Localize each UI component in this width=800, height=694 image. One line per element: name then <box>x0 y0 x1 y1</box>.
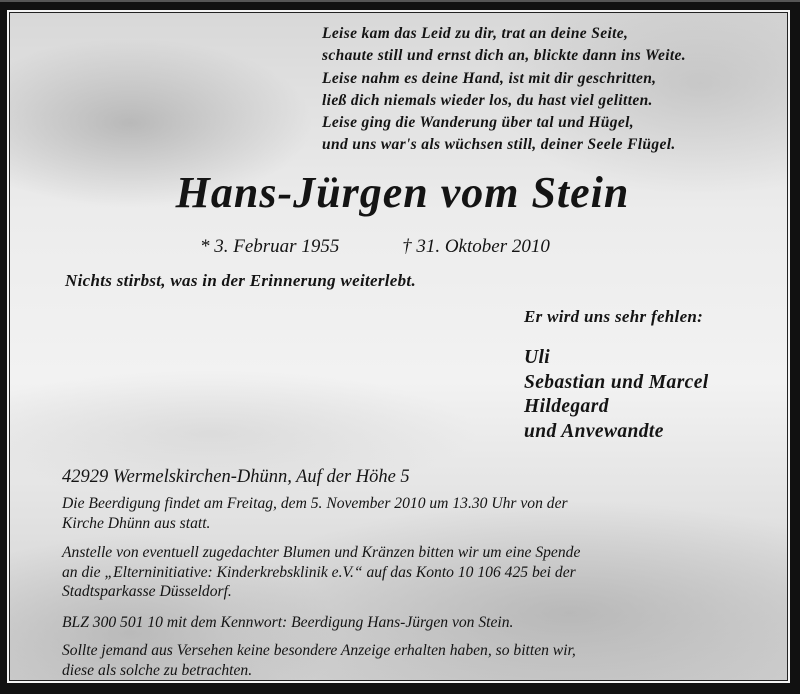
paragraph-line: Die Beerdigung findet am Freitag, dem 5. November 2010 um 13.30 Uhr von der <box>62 495 568 512</box>
paragraph-line: Anstelle von eventuell zugedachter Blumen und Kränzen bitten wir um eine Spende <box>62 544 581 561</box>
poem-line: ließ dich niemals wieder los, du hast viel gelitten. <box>322 91 653 109</box>
donation-paragraph <box>62 543 750 602</box>
mourner: und Anvewandte <box>524 420 664 442</box>
notice-request-paragraph <box>62 641 750 680</box>
bank-code-paragraph <box>62 613 750 633</box>
deceased-name: Hans-Jürgen vom Stein <box>175 168 630 217</box>
paragraph-line: Stadtsparkasse Düsseldorf. <box>62 583 232 600</box>
poem-line: schaute still und ernst dich an, blickte dann ins Weite. <box>322 47 686 65</box>
death-date: † 31. Oktober 2010 <box>402 236 550 257</box>
poem <box>322 23 686 157</box>
mourners-list <box>524 346 709 444</box>
funeral-paragraph <box>62 494 750 533</box>
mourner: Hildegard <box>524 396 609 417</box>
poem-line: und uns war's als wüchsen still, deiner Seele Flügel. <box>322 136 676 154</box>
paragraph-line: diese als solche zu betrachten. <box>62 661 253 679</box>
paragraph-line: an die „Elterninitiative: Kinderkrebsklinik e.V.“ auf das Konto 10 106 425 bei der <box>62 563 576 581</box>
paragraph-line: Sollte jemand aus Versehen keine besondere Anzeige erhalten haben, so bitten wir, <box>62 642 576 659</box>
paragraph-line: BLZ 300 501 10 mit dem Kennwort: Beerdigung Hans-Jürgen von Stein. <box>62 614 514 631</box>
paragraph-line: Kirche Dhünn aus statt. <box>62 514 211 532</box>
poem-line: Leise nahm es deine Hand, ist mit dir geschritten, <box>322 69 657 87</box>
address: 42929 Wermelskirchen-Dhünn, Auf der Höhe 5 <box>62 467 410 487</box>
poem-line: Leise ging die Wanderung über tal und Hügel, <box>322 114 634 132</box>
birth-date: * 3. Februar 1955 <box>200 236 340 257</box>
inner-border <box>7 10 790 683</box>
life-dates <box>200 235 550 259</box>
miss-line: Er wird uns sehr fehlen: <box>524 307 704 326</box>
mourner: Uli <box>524 347 551 368</box>
poem-line: Leise kam das Leid zu dir, trat an deine Seite, <box>322 25 629 42</box>
motto: Nichts stirbst, was in der Erinnerung weiterlebt. <box>65 271 416 290</box>
obituary-notice <box>9 12 788 681</box>
mourner: Sebastian und Marcel <box>524 371 709 393</box>
